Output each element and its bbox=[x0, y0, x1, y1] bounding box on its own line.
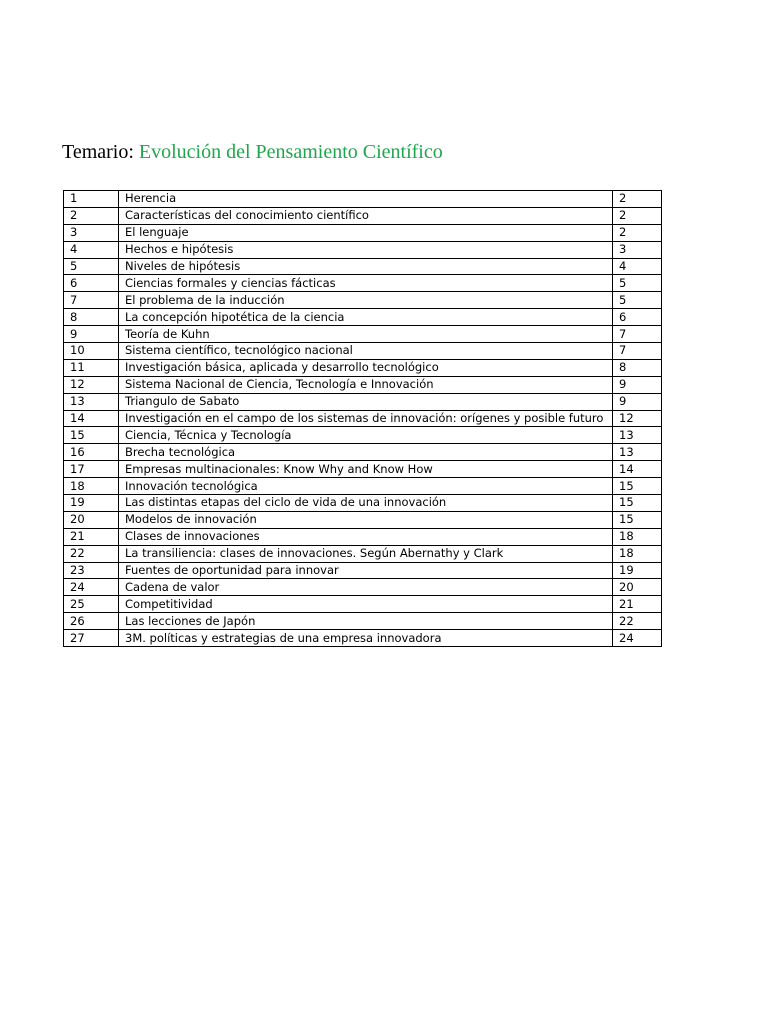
row-number: 21 bbox=[64, 528, 119, 545]
row-number: 11 bbox=[64, 359, 119, 376]
title-subject: Evolución del Pensamiento Científico bbox=[138, 141, 443, 163]
row-topic: Competitividad bbox=[119, 596, 613, 613]
table-row bbox=[64, 343, 662, 360]
table-row bbox=[64, 562, 662, 579]
row-page: 24 bbox=[613, 630, 662, 647]
row-topic: Fuentes de oportunidad para innovar bbox=[119, 562, 613, 579]
row-topic: Brecha tecnológica bbox=[119, 444, 613, 461]
row-page: 22 bbox=[613, 613, 662, 630]
row-number: 22 bbox=[64, 545, 119, 562]
table-row bbox=[64, 275, 662, 292]
row-page: 6 bbox=[613, 309, 662, 326]
row-topic: Empresas multinacionales: Know Why and Know How bbox=[119, 461, 613, 478]
row-page: 2 bbox=[613, 191, 662, 208]
table-row bbox=[64, 410, 662, 427]
row-page: 2 bbox=[613, 224, 662, 241]
table-row bbox=[64, 613, 662, 630]
row-page: 2 bbox=[613, 207, 662, 224]
table-row bbox=[64, 511, 662, 528]
row-topic: La concepción hipotética de la ciencia bbox=[119, 309, 613, 326]
row-page: 13 bbox=[613, 444, 662, 461]
table-row bbox=[64, 495, 662, 512]
row-topic: Ciencias formales y ciencias fácticas bbox=[119, 275, 613, 292]
row-topic: Investigación básica, aplicada y desarrollo tecnológico bbox=[119, 359, 613, 376]
row-page: 7 bbox=[613, 326, 662, 343]
table-row bbox=[64, 258, 662, 275]
table-row bbox=[64, 630, 662, 647]
row-number: 10 bbox=[64, 343, 119, 360]
row-topic: Niveles de hipótesis bbox=[119, 258, 613, 275]
row-page: 3 bbox=[613, 241, 662, 258]
row-page: 15 bbox=[613, 495, 662, 512]
table-row bbox=[64, 376, 662, 393]
toc-body bbox=[64, 191, 662, 647]
table-row bbox=[64, 461, 662, 478]
row-number: 24 bbox=[64, 579, 119, 596]
row-number: 5 bbox=[64, 258, 119, 275]
table-row bbox=[64, 579, 662, 596]
row-topic: Modelos de innovación bbox=[119, 511, 613, 528]
row-page: 8 bbox=[613, 359, 662, 376]
row-number: 7 bbox=[64, 292, 119, 309]
title-label: Temario: bbox=[62, 141, 134, 163]
row-page: 4 bbox=[613, 258, 662, 275]
row-page: 5 bbox=[613, 275, 662, 292]
table-row bbox=[64, 596, 662, 613]
table-row bbox=[64, 241, 662, 258]
row-page: 7 bbox=[613, 343, 662, 360]
row-page: 15 bbox=[613, 478, 662, 495]
table-row bbox=[64, 444, 662, 461]
row-topic: La transiliencia: clases de innovaciones. Según Abernathy y Clark bbox=[119, 545, 613, 562]
row-number: 16 bbox=[64, 444, 119, 461]
table-row bbox=[64, 359, 662, 376]
row-page: 14 bbox=[613, 461, 662, 478]
row-number: 14 bbox=[64, 410, 119, 427]
row-topic: Sistema científico, tecnológico nacional bbox=[119, 343, 613, 360]
row-page: 15 bbox=[613, 511, 662, 528]
table-row bbox=[64, 545, 662, 562]
row-page: 20 bbox=[613, 579, 662, 596]
row-number: 4 bbox=[64, 241, 119, 258]
row-topic: Las distintas etapas del ciclo de vida de una innovación bbox=[119, 495, 613, 512]
toc-table bbox=[63, 190, 662, 647]
row-number: 2 bbox=[64, 207, 119, 224]
row-topic: Clases de innovaciones bbox=[119, 528, 613, 545]
table-row bbox=[64, 191, 662, 208]
row-topic: Hechos e hipótesis bbox=[119, 241, 613, 258]
table-row bbox=[64, 309, 662, 326]
row-page: 9 bbox=[613, 376, 662, 393]
row-number: 26 bbox=[64, 613, 119, 630]
row-number: 19 bbox=[64, 495, 119, 512]
row-number: 6 bbox=[64, 275, 119, 292]
row-topic: Cadena de valor bbox=[119, 579, 613, 596]
row-topic: Teoría de Kuhn bbox=[119, 326, 613, 343]
row-number: 3 bbox=[64, 224, 119, 241]
row-number: 20 bbox=[64, 511, 119, 528]
table-row bbox=[64, 292, 662, 309]
row-topic: 3M. políticas y estrategias de una empresa innovadora bbox=[119, 630, 613, 647]
row-page: 13 bbox=[613, 427, 662, 444]
row-topic: Características del conocimiento científico bbox=[119, 207, 613, 224]
row-topic: Innovación tecnológica bbox=[119, 478, 613, 495]
row-topic: Ciencia, Técnica y Tecnología bbox=[119, 427, 613, 444]
table-row bbox=[64, 207, 662, 224]
row-number: 15 bbox=[64, 427, 119, 444]
table-row bbox=[64, 478, 662, 495]
row-page: 9 bbox=[613, 393, 662, 410]
page-title bbox=[62, 140, 443, 164]
row-topic: Triangulo de Sabato bbox=[119, 393, 613, 410]
row-topic: Las lecciones de Japón bbox=[119, 613, 613, 630]
row-number: 13 bbox=[64, 393, 119, 410]
table-row bbox=[64, 427, 662, 444]
row-number: 9 bbox=[64, 326, 119, 343]
table-row bbox=[64, 393, 662, 410]
row-number: 1 bbox=[64, 191, 119, 208]
table-row bbox=[64, 326, 662, 343]
row-number: 18 bbox=[64, 478, 119, 495]
table-row bbox=[64, 528, 662, 545]
row-page: 18 bbox=[613, 528, 662, 545]
row-number: 12 bbox=[64, 376, 119, 393]
row-number: 8 bbox=[64, 309, 119, 326]
table-row bbox=[64, 224, 662, 241]
row-topic: Herencia bbox=[119, 191, 613, 208]
row-page: 18 bbox=[613, 545, 662, 562]
row-topic: El lenguaje bbox=[119, 224, 613, 241]
row-number: 17 bbox=[64, 461, 119, 478]
row-page: 12 bbox=[613, 410, 662, 427]
row-number: 27 bbox=[64, 630, 119, 647]
row-number: 23 bbox=[64, 562, 119, 579]
row-page: 5 bbox=[613, 292, 662, 309]
row-topic: El problema de la inducción bbox=[119, 292, 613, 309]
row-page: 19 bbox=[613, 562, 662, 579]
row-topic: Investigación en el campo de los sistemas de innovación: orígenes y posible futuro bbox=[119, 410, 613, 427]
row-number: 25 bbox=[64, 596, 119, 613]
row-topic: Sistema Nacional de Ciencia, Tecnología e Innovación bbox=[119, 376, 613, 393]
row-page: 21 bbox=[613, 596, 662, 613]
